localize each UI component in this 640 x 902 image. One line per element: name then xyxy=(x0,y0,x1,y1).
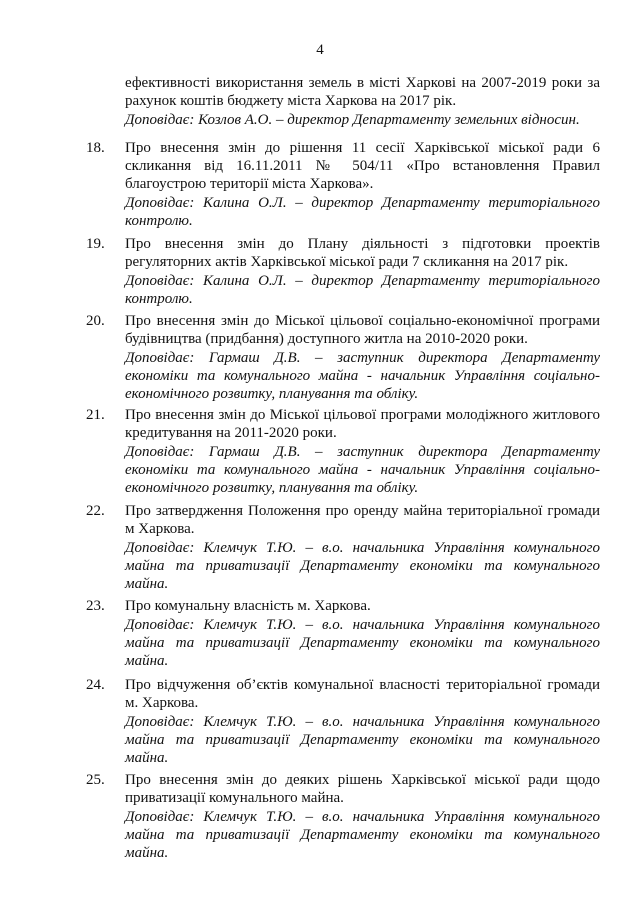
item-reporter: Доповідає: Гармаш Д.В. – заступник директора Департаменту економіки та комунального майна - начальник Управління соціально-економічного розвитку, планування та обліку. xyxy=(125,350,600,402)
item-number: 21. xyxy=(86,407,105,423)
item-reporter: Доповідає: Клемчук Т.Ю. – в.о. начальника Управління комунального майна та приватизації Департаменту економіки та комунального майна. xyxy=(125,809,600,861)
item-reporter: Доповідає: Клемчук Т.Ю. – в.о. начальника Управління комунального майна та приватизації Департаменту економіки та комунального майна. xyxy=(125,540,600,592)
continued-item-title: ефективності використання земель в місті Харкові на 2007-2019 роки за рахунок коштів бюджету міста Харкова на 2017 рік. xyxy=(125,75,600,109)
item-number: 19. xyxy=(86,236,105,252)
item-content xyxy=(125,676,600,767)
continued-item-reporter: Доповідає: Козлов А.О. – директор Департаменту земельних відносин. xyxy=(125,112,580,128)
item-content xyxy=(125,597,600,670)
item-reporter: Доповідає: Калина О.Л. – директор Департаменту територіального контролю. xyxy=(125,195,600,229)
item-content xyxy=(125,235,600,308)
item-reporter: Доповідає: Клемчук Т.Ю. – в.о. начальника Управління комунального майна та приватизації Департаменту економіки та комунального майна. xyxy=(125,714,600,766)
item-number: 23. xyxy=(86,598,105,614)
item-title: Про відчуження об’єктів комунальної власності територіальної громади м. Харкова. xyxy=(125,677,600,711)
item-content xyxy=(125,312,600,403)
item-number: 24. xyxy=(86,677,105,693)
continued-item xyxy=(125,74,600,129)
item-content xyxy=(125,502,600,593)
item-title: Про внесення змін до Плану діяльності з підготовки проектів регуляторних актів Харківської міської ради 7 скликання на 2017 рік. xyxy=(125,236,600,270)
item-number: 22. xyxy=(86,503,105,519)
item-number: 20. xyxy=(86,313,105,329)
item-title: Про внесення змін до Міської цільової програми молодіжного житлового кредитування на 2011-2020 роки. xyxy=(125,407,600,441)
page-number: 4 xyxy=(316,42,324,58)
item-content xyxy=(125,771,600,862)
item-content xyxy=(125,406,600,497)
item-reporter: Доповідає: Калина О.Л. – директор Департаменту територіального контролю. xyxy=(125,273,600,307)
item-content xyxy=(125,139,600,230)
item-title: Про затвердження Положення про оренду майна територіальної громади м Харкова. xyxy=(125,503,600,537)
item-title: Про внесення змін до Міської цільової соціально-економічної програми будівництва (придбання) доступного житла на 2010-2020 роки. xyxy=(125,313,600,347)
item-title: Про комунальну власність м. Харкова. xyxy=(125,598,371,614)
item-reporter: Доповідає: Клемчук Т.Ю. – в.о. начальника Управління комунального майна та приватизації Департаменту економіки та комунального майна. xyxy=(125,617,600,669)
item-number: 18. xyxy=(86,140,105,156)
item-title: Про внесення змін до деяких рішень Харківської міської ради щодо приватизації комунального майна. xyxy=(125,772,600,806)
item-number: 25. xyxy=(86,772,105,788)
item-reporter: Доповідає: Гармаш Д.В. – заступник директора Департаменту економіки та комунального майна - начальник Управління соціально-економічного розвитку, планування та обліку. xyxy=(125,444,600,496)
item-title: Про внесення змін до рішення 11 сесії Харківської міської ради 6 скликання від 16.11.2011 № 504/11 «Про встановлення Правил благоустрою території міста Харкова». xyxy=(125,140,600,192)
